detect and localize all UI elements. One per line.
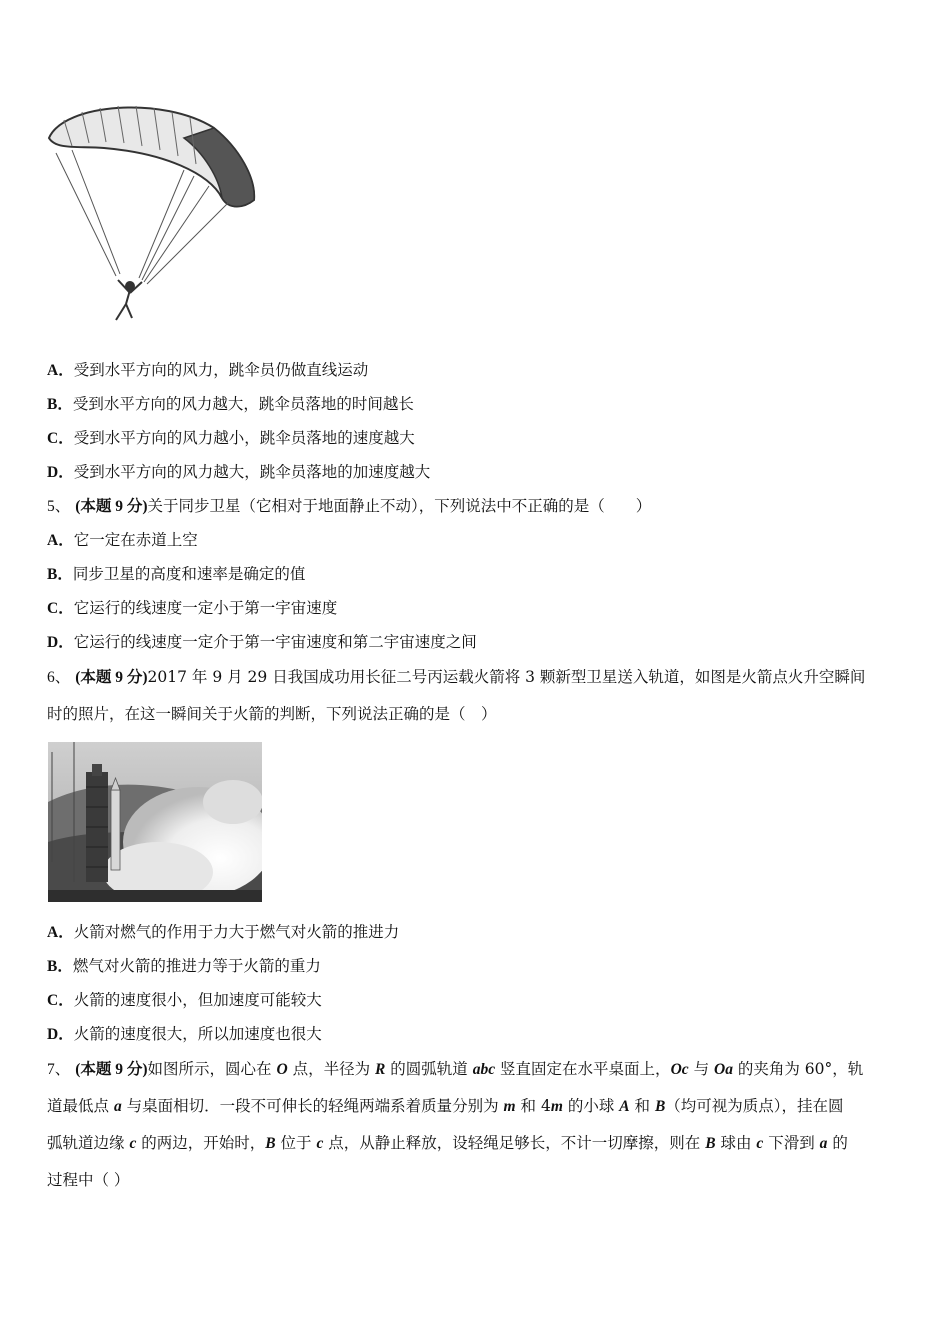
q7-stem-line1: 7、 (本题 9 分)如图所示，圆心在 O 点，半径为 R 的圆弧轨道 abc 竖直固定在水平桌面上，Oc 与 Oa 的夹角为 60°，轨 (47, 1060, 864, 1078)
q5-stem: 5、 (本题 9 分)关于同步卫星（它相对于地面静止不动），下列说法中不正确的是（ ） (47, 497, 652, 515)
q4-option-b: B．受到水平方向的风力越大，跳伞员落地的时间越长 (47, 395, 414, 413)
q6-stem-line1: 6、 (本题 9 分)2017 年 9 月 29 日我国成功用长征二号丙运载火箭将 3 颗新型卫星送入轨道，如图是火箭点火升空瞬间 (47, 668, 866, 686)
q4-option-c: C．受到水平方向的风力越小，跳伞员落地的速度越大 (47, 429, 415, 447)
q6-stem-line2: 时的照片，在这一瞬间关于火箭的判断，下列说法正确的是（ ） (47, 705, 497, 723)
paraglider-figure (44, 98, 259, 328)
q4-option-a: A．受到水平方向的风力，跳伞员仍做直线运动 (47, 361, 369, 379)
q7-stem-line4: 过程中（ ） (47, 1171, 130, 1189)
rocket-launch-photo (48, 742, 262, 902)
q6-option-d: D．火箭的速度很大，所以加速度也很大 (47, 1025, 322, 1043)
rocket-launch-illustration (48, 742, 262, 902)
q6-option-a: A．火箭对燃气的作用于力大于燃气对火箭的推进力 (47, 923, 400, 941)
q4-option-d: D．受到水平方向的风力越大，跳伞员落地的加速度越大 (47, 463, 431, 481)
q7-stem-line3: 弧轨道边缘 c 的两边，开始时，B 位于 c 点，从静止释放，设轻绳足够长，不计一切摩擦，则在 B 球由 c 下滑到 a 的 (47, 1134, 848, 1152)
q7-stem-line2: 道最低点 a 与桌面相切．一段不可伸长的轻绳两端系着质量分别为 m 和 4m 的小球 A 和 B（均可视为质点），挂在圆 (47, 1097, 844, 1115)
paraglider-illustration (44, 98, 259, 328)
q6-option-c: C．火箭的速度很小，但加速度可能较大 (47, 991, 322, 1009)
q5-option-d: D．它运行的线速度一定介于第一宇宙速度和第二宇宙速度之间 (47, 633, 477, 651)
q6-option-b: B．燃气对火箭的推进力等于火箭的重力 (47, 957, 321, 975)
q5-option-a: A．它一定在赤道上空 (47, 531, 198, 549)
q5-option-b: B．同步卫星的高度和速率是确定的值 (47, 565, 306, 583)
q5-option-c: C．它运行的线速度一定小于第一宇宙速度 (47, 599, 338, 617)
